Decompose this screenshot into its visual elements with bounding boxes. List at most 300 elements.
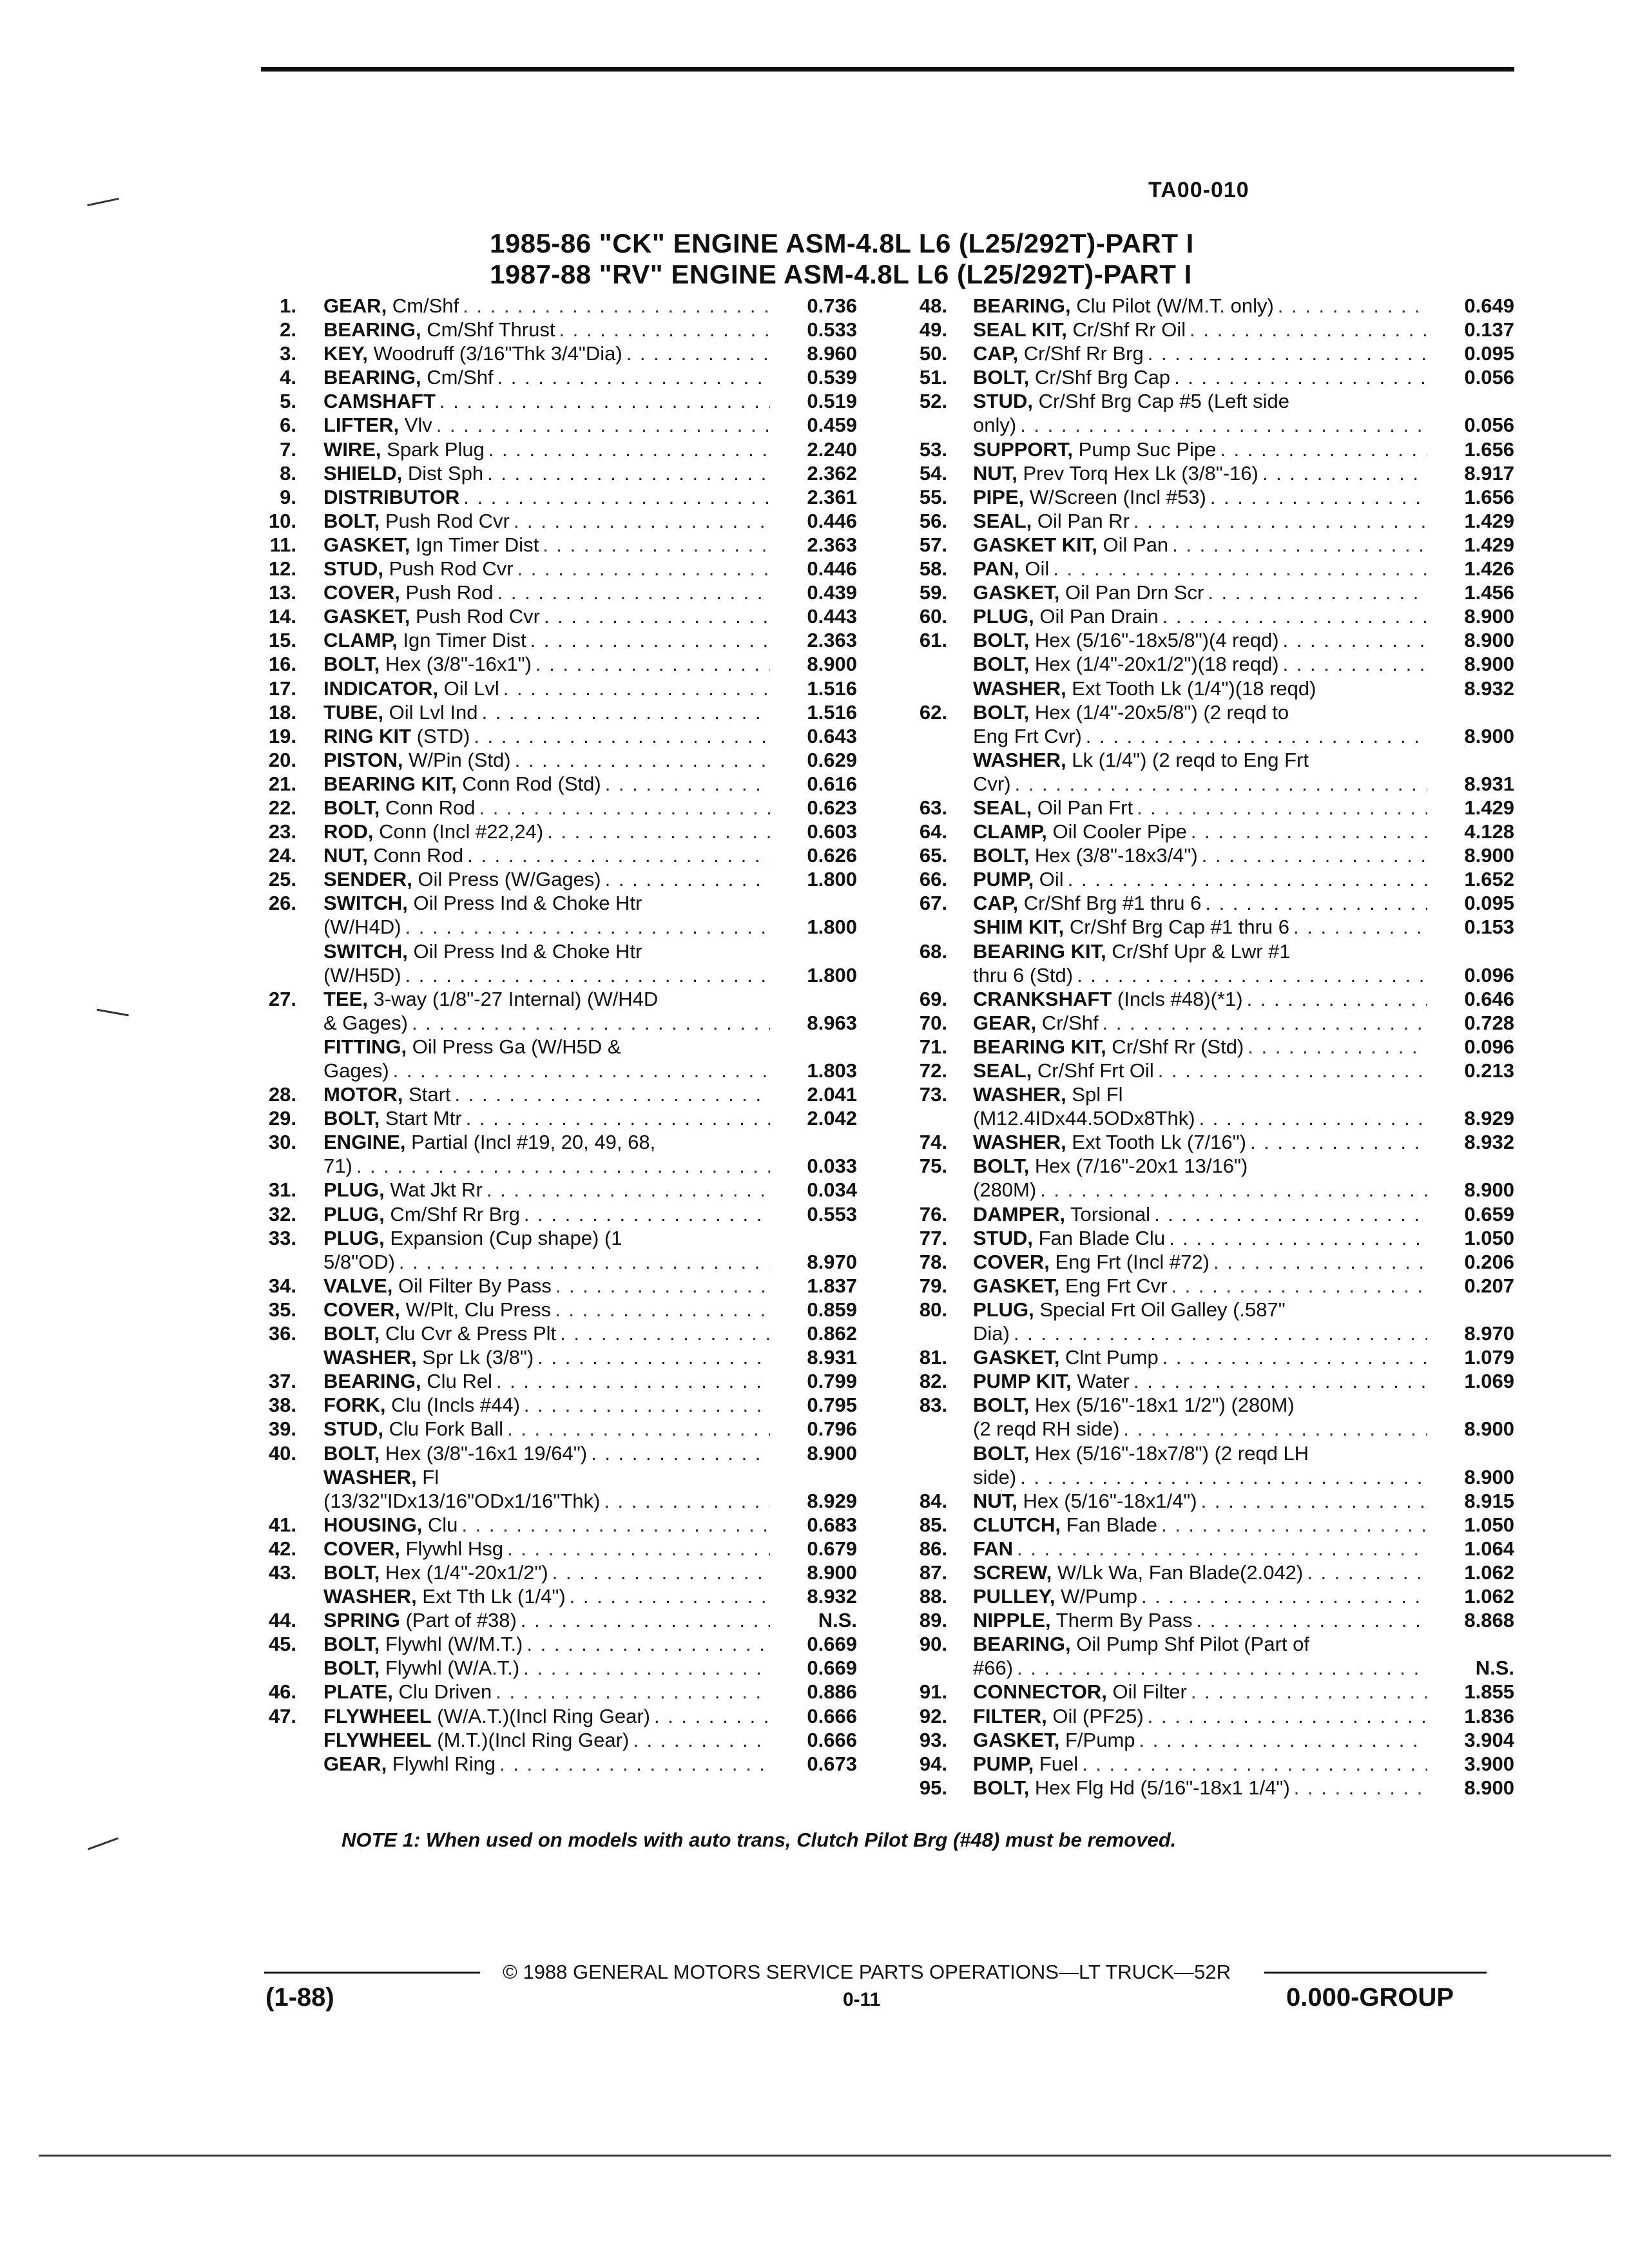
parts-row — [902, 939, 1514, 963]
item-number: 74. — [919, 1131, 947, 1154]
item-number: 43. — [268, 1561, 296, 1584]
parts-row — [261, 341, 857, 365]
part-detail: Oil Pan Drain — [1034, 605, 1159, 628]
part-name: KEY, — [323, 342, 368, 365]
part-group-number: 1.426 — [1464, 557, 1514, 581]
part-detail: Clu — [422, 1513, 458, 1536]
part-group-number: 0.666 — [807, 1704, 857, 1727]
parts-row — [902, 700, 1514, 724]
dot-leader — [600, 1489, 770, 1513]
part-name: STUD, — [973, 390, 1033, 413]
item-description — [323, 461, 770, 485]
dot-leader — [629, 1728, 770, 1752]
item-number: 89. — [919, 1609, 947, 1632]
part-detail: Oil (PF25) — [1046, 1704, 1144, 1727]
parts-row — [261, 1059, 857, 1082]
parts-row — [902, 1561, 1514, 1584]
part-group-number: 1.062 — [1464, 1561, 1514, 1584]
item-description — [323, 1035, 770, 1059]
parts-list-right-column — [902, 294, 1514, 1800]
item-description — [973, 437, 1427, 461]
part-group-number: 1.516 — [807, 700, 857, 724]
dot-leader — [1165, 1226, 1427, 1250]
part-detail: Fuel — [1034, 1752, 1079, 1775]
parts-row — [902, 1704, 1514, 1728]
parts-row — [261, 389, 857, 413]
part-group-number: 0.095 — [1464, 342, 1514, 365]
item-number: 67. — [919, 892, 947, 915]
part-group-number: 0.459 — [807, 414, 857, 437]
parts-row — [902, 1202, 1514, 1226]
part-detail: (W/H5D) — [323, 963, 401, 986]
item-description — [323, 891, 770, 915]
parts-row — [261, 1465, 857, 1489]
dot-leader — [451, 1082, 770, 1106]
item-number: 26. — [268, 892, 296, 915]
part-detail: Cr/Shf Brg Cap #1 thru 6 — [1064, 916, 1290, 939]
part-name: BEARING, — [323, 1370, 421, 1393]
item-number: 17. — [268, 677, 296, 700]
item-number: 81. — [919, 1346, 947, 1369]
parts-row — [902, 1035, 1514, 1059]
dot-leader — [655, 1130, 770, 1154]
parts-row — [902, 1298, 1514, 1321]
part-name: SEAL, — [973, 796, 1032, 819]
dot-leader — [470, 724, 770, 748]
parts-row — [261, 939, 857, 963]
part-detail: Conn Rod — [367, 844, 464, 867]
part-group-number: 0.646 — [1464, 987, 1514, 1010]
item-description — [973, 1656, 1427, 1680]
item-description — [973, 628, 1427, 652]
part-name: WASHER, — [323, 1346, 417, 1369]
part-detail: #66) — [973, 1657, 1014, 1680]
part-group-number: 8.900 — [1464, 629, 1514, 652]
part-name: PISTON, — [323, 748, 403, 771]
parts-row — [261, 1274, 857, 1298]
part-detail: (280M) — [973, 1178, 1037, 1202]
item-description — [973, 1489, 1427, 1513]
part-group-number: 3.904 — [1464, 1728, 1514, 1751]
item-number: 63. — [919, 796, 947, 819]
parts-row — [902, 748, 1514, 772]
footer-rule-right — [1264, 1972, 1487, 1974]
part-detail: Fl — [416, 1465, 439, 1488]
dot-leader — [520, 1202, 770, 1226]
part-detail: Cvr) — [973, 772, 1011, 795]
parts-row — [902, 294, 1514, 318]
item-description — [323, 1608, 770, 1632]
part-group-number: 0.206 — [1464, 1250, 1514, 1273]
parts-row — [902, 1369, 1514, 1393]
dot-leader — [543, 820, 770, 843]
part-detail: Clu Driven — [392, 1680, 492, 1704]
item-description — [973, 1298, 1427, 1321]
item-number: 13. — [268, 581, 296, 604]
part-name: FORK, — [323, 1394, 386, 1417]
part-detail: Hex (5/16"-18x1/4") — [1017, 1489, 1197, 1512]
parts-row — [261, 724, 857, 748]
dot-leader — [401, 915, 770, 939]
part-group-number: 0.207 — [1464, 1274, 1514, 1297]
part-group-number: 8.929 — [1464, 1107, 1514, 1130]
dot-leader — [523, 1632, 770, 1656]
dot-leader — [432, 413, 770, 437]
parts-row — [902, 1130, 1514, 1154]
part-name: CRANKSHAFT — [973, 987, 1112, 1010]
item-number: 64. — [919, 820, 947, 843]
item-description — [973, 1513, 1427, 1537]
part-name: BOLT, — [323, 1633, 380, 1656]
dot-leader — [1198, 843, 1427, 867]
item-description — [973, 700, 1427, 724]
part-detail: Cr/Shf Rr Brg — [1018, 342, 1144, 365]
dot-leader — [1135, 1728, 1427, 1752]
part-group-number: 8.868 — [1464, 1609, 1514, 1632]
item-description — [323, 1465, 770, 1489]
part-detail: Therm By Pass — [1050, 1609, 1193, 1632]
item-description — [323, 318, 770, 341]
item-number: 61. — [919, 629, 947, 652]
part-name: STUD, — [973, 1226, 1033, 1249]
part-group-number: 0.096 — [1464, 963, 1514, 986]
dot-leader — [389, 1059, 770, 1082]
parts-row — [261, 1608, 857, 1632]
part-group-number: 1.429 — [1464, 533, 1514, 556]
item-description — [973, 724, 1427, 748]
parts-row — [902, 1584, 1514, 1608]
dot-leader — [395, 1250, 770, 1274]
part-detail: Hex (7/16"-20x1 13/16") — [1029, 1155, 1248, 1178]
part-detail: Oil Press Ga (W/H5D & — [407, 1035, 621, 1058]
item-number: 93. — [919, 1728, 947, 1751]
part-group-number: 0.669 — [807, 1657, 857, 1680]
item-description — [973, 963, 1427, 987]
item-description — [973, 581, 1427, 604]
item-number: 85. — [919, 1513, 947, 1536]
part-detail: thru 6 (Std) — [973, 963, 1074, 986]
part-detail: (2 reqd RH side) — [973, 1418, 1120, 1441]
item-number: 72. — [919, 1059, 947, 1082]
part-name: CLUTCH, — [973, 1513, 1061, 1536]
part-group-number: 0.533 — [807, 318, 857, 341]
item-number: 76. — [919, 1202, 947, 1225]
item-number: 22. — [268, 796, 296, 819]
part-group-number: 0.623 — [807, 796, 857, 819]
dot-leader — [1157, 1513, 1427, 1537]
item-description — [323, 1369, 770, 1393]
item-number: 11. — [269, 533, 296, 556]
item-number: 3. — [280, 342, 296, 365]
part-name: VALVE, — [323, 1274, 393, 1297]
item-description — [323, 1345, 770, 1369]
item-number: 23. — [268, 820, 296, 843]
part-name: BOLT, — [323, 1657, 380, 1680]
dot-leader — [511, 748, 770, 772]
part-group-number: 0.683 — [807, 1513, 857, 1536]
parts-row — [261, 485, 857, 509]
part-name: BOLT, — [323, 1441, 380, 1465]
dot-leader — [1010, 1321, 1427, 1345]
part-group-number: 8.900 — [1464, 1418, 1514, 1441]
part-name: SHIM KIT, — [973, 916, 1065, 939]
parts-row — [902, 1417, 1514, 1441]
parts-row — [261, 294, 857, 318]
part-group-number: 3.900 — [1464, 1752, 1514, 1775]
part-name: PUMP, — [973, 868, 1034, 891]
part-group-number: 1.855 — [1464, 1680, 1514, 1704]
part-group-number: 1.079 — [1464, 1346, 1514, 1369]
item-number: 65. — [919, 844, 947, 867]
dot-leader — [458, 1513, 770, 1537]
dot-leader — [1195, 1106, 1427, 1130]
page-title-line-1: 1985-86 "CK" ENGINE ASM-4.8L L6 (L25/292T)-PART I — [490, 228, 1194, 258]
parts-row — [902, 581, 1514, 604]
page-number: 0-11 — [843, 1989, 881, 2010]
part-group-number: 1.516 — [807, 677, 857, 700]
item-description — [323, 652, 770, 676]
dot-leader — [503, 1537, 770, 1561]
dot-leader — [1210, 1250, 1427, 1274]
item-description — [973, 1537, 1427, 1561]
dot-leader — [510, 509, 770, 533]
dot-leader — [650, 1704, 770, 1728]
item-number: 20. — [268, 748, 296, 771]
part-detail: Cr/Shf Brg #1 thru 6 — [1018, 892, 1202, 915]
part-detail: Dist Sph — [402, 461, 484, 485]
parts-row — [902, 365, 1514, 389]
dot-leader — [1187, 1680, 1427, 1704]
part-name: NUT, — [973, 461, 1017, 485]
part-group-number: 0.153 — [1464, 916, 1514, 939]
part-group-number: 1.456 — [1464, 581, 1514, 604]
item-description — [323, 1011, 770, 1035]
part-group-number: 0.649 — [1464, 294, 1514, 317]
part-name: WASHER, — [323, 1585, 417, 1608]
part-group-number: 0.446 — [807, 509, 857, 532]
item-description — [973, 1584, 1427, 1608]
item-description — [323, 867, 770, 891]
dot-leader — [621, 1035, 770, 1059]
part-detail: Lk (1/4") (2 reqd to Eng Frt — [1066, 748, 1309, 771]
parts-row — [902, 677, 1514, 700]
parts-row — [261, 1489, 857, 1513]
item-number: 91. — [919, 1680, 947, 1704]
part-name: BOLT, — [973, 700, 1030, 724]
parts-row — [902, 1752, 1514, 1776]
part-detail: Oil Press Ind & Choke Htr — [407, 892, 642, 915]
part-group-number: 1.800 — [807, 916, 857, 939]
part-name: BOLT, — [973, 1155, 1030, 1178]
part-detail: Pump Suc Pipe — [1073, 437, 1217, 461]
item-description — [323, 1417, 770, 1441]
item-number: 69. — [919, 987, 947, 1010]
part-group-number: 1.429 — [1464, 796, 1514, 819]
parts-row — [902, 1226, 1514, 1250]
dot-leader — [463, 843, 770, 867]
parts-row — [902, 461, 1514, 485]
parts-row — [261, 1632, 857, 1656]
item-number: 2. — [280, 318, 296, 341]
part-detail: Cr/Shf Brg Cap — [1029, 366, 1171, 389]
part-group-number: 4.128 — [1464, 820, 1514, 843]
item-number: 28. — [268, 1083, 296, 1106]
item-description — [973, 1226, 1427, 1250]
part-detail: Push Rod Cvr — [410, 605, 540, 628]
parts-row — [902, 1632, 1514, 1656]
part-group-number: 2.363 — [807, 629, 857, 652]
dot-leader — [1137, 1584, 1427, 1608]
item-number: 52. — [919, 390, 947, 413]
dot-leader — [462, 1106, 770, 1130]
item-description — [973, 1274, 1427, 1298]
part-detail: Special Frt Oil Galley (.587" — [1034, 1298, 1286, 1321]
parts-row — [902, 1274, 1514, 1298]
part-name: GEAR, — [973, 1011, 1037, 1034]
part-name: BEARING KIT, — [323, 772, 457, 795]
item-description — [973, 748, 1427, 772]
part-detail: (M12.4IDx44.5ODx8Thk) — [973, 1107, 1195, 1130]
dot-leader — [477, 700, 770, 724]
item-number: 10. — [268, 509, 296, 532]
parts-row — [902, 915, 1514, 939]
dot-leader — [1316, 677, 1427, 700]
top-rule — [261, 67, 1514, 72]
item-number: 7. — [280, 437, 296, 461]
item-description — [323, 437, 770, 461]
item-description — [973, 1345, 1427, 1369]
part-detail: Clu Pilot (W/M.T. only) — [1070, 294, 1274, 317]
part-detail: Start — [403, 1083, 451, 1106]
part-detail: Oil Lvl Ind — [383, 700, 478, 724]
part-group-number: 8.970 — [1464, 1322, 1514, 1345]
dot-leader — [475, 796, 770, 820]
part-name: GEAR, — [323, 294, 387, 317]
parts-row — [902, 1656, 1514, 1680]
item-description — [973, 867, 1427, 891]
parts-row — [261, 915, 857, 939]
dot-leader — [1291, 939, 1427, 963]
part-group-number: 1.064 — [1464, 1537, 1514, 1560]
item-number: 9. — [280, 485, 296, 508]
item-description — [973, 1130, 1427, 1154]
part-group-number: 1.803 — [807, 1059, 857, 1082]
part-detail: (M.T.)(Incl Ring Gear) — [431, 1728, 630, 1751]
dot-leader — [496, 1752, 770, 1776]
part-detail: Oil Filter By Pass — [392, 1274, 552, 1297]
item-description — [323, 557, 770, 581]
item-number: 18. — [268, 700, 296, 724]
dot-leader — [1099, 1011, 1427, 1035]
part-name: BOLT, — [323, 1322, 380, 1345]
part-group-number: 8.900 — [807, 653, 857, 676]
item-number: 45. — [268, 1633, 296, 1656]
item-number: 77. — [919, 1226, 947, 1249]
dot-leader — [532, 652, 770, 676]
dot-leader — [1244, 1035, 1427, 1059]
part-name: PLUG, — [323, 1178, 385, 1202]
dot-leader — [1289, 915, 1427, 939]
part-name: BOLT, — [973, 1394, 1030, 1417]
part-detail: (W/A.T.)(Incl Ring Gear) — [431, 1704, 650, 1727]
dot-leader — [1119, 1417, 1427, 1441]
parts-list-left-column — [261, 294, 857, 1776]
parts-row — [902, 533, 1514, 557]
part-detail: Water — [1071, 1370, 1130, 1393]
part-name: WASHER, — [323, 1465, 417, 1488]
item-description — [973, 1154, 1427, 1178]
part-name: CAP, — [973, 342, 1019, 365]
dot-leader — [1064, 867, 1427, 891]
part-group-number: 2.240 — [807, 437, 857, 461]
parts-row — [261, 1345, 857, 1369]
parts-row — [261, 1537, 857, 1561]
dot-leader — [1036, 1178, 1427, 1202]
item-description — [973, 987, 1427, 1011]
dot-leader — [551, 1298, 770, 1321]
part-group-number: 0.033 — [807, 1155, 857, 1178]
part-group-number: 8.931 — [1464, 772, 1514, 795]
part-detail: Fan Blade — [1061, 1513, 1157, 1536]
item-description — [323, 796, 770, 820]
part-name: INDICATOR, — [323, 677, 438, 700]
parts-row — [261, 1656, 857, 1680]
dot-leader — [1078, 1752, 1427, 1776]
item-description — [323, 1728, 770, 1752]
part-detail: Flywhl (W/A.T.) — [380, 1657, 520, 1680]
part-name: FLYWHEEL — [323, 1728, 432, 1751]
part-name: CLAMP, — [323, 629, 398, 652]
part-detail: (Part of #38) — [400, 1609, 517, 1632]
part-name: WASHER, — [973, 677, 1066, 700]
part-detail: (Incls #48)(*1) — [1112, 987, 1243, 1010]
part-detail: Oil Pump Shf Pilot (Part of — [1070, 1633, 1309, 1656]
parts-row — [902, 1393, 1514, 1417]
item-number: 80. — [919, 1298, 947, 1321]
part-name: GASKET KIT, — [973, 533, 1097, 556]
item-description — [973, 939, 1427, 963]
parts-row — [902, 1345, 1514, 1369]
parts-row — [902, 1011, 1514, 1035]
dot-leader — [1186, 318, 1427, 341]
part-detail: Push Rod — [400, 581, 494, 604]
item-number: 25. — [268, 868, 296, 891]
parts-row — [902, 987, 1514, 1011]
part-name: SPRING — [323, 1609, 400, 1632]
item-description — [973, 1465, 1427, 1489]
item-number: 78. — [919, 1250, 947, 1273]
parts-row — [902, 1082, 1514, 1106]
part-name: DAMPER, — [973, 1202, 1065, 1225]
part-detail: Flywhl Hsg — [400, 1537, 504, 1560]
item-description — [323, 365, 770, 389]
part-name: PUMP, — [973, 1752, 1034, 1775]
part-detail: Start Mtr — [380, 1107, 462, 1130]
item-description — [323, 700, 770, 724]
item-description — [973, 1250, 1427, 1274]
item-description — [973, 341, 1427, 365]
parts-row — [902, 509, 1514, 533]
parts-row — [261, 1369, 857, 1393]
part-detail: Oil — [1019, 557, 1050, 581]
dot-leader — [1279, 652, 1427, 676]
part-detail: Oil Press (W/Gages) — [412, 868, 601, 891]
dot-leader — [1258, 461, 1427, 485]
part-name: COVER, — [323, 1298, 400, 1321]
part-name: NIPPLE, — [973, 1609, 1051, 1632]
dot-leader — [503, 1417, 770, 1441]
part-detail: Hex (3/8"-18x3/4") — [1029, 844, 1198, 867]
